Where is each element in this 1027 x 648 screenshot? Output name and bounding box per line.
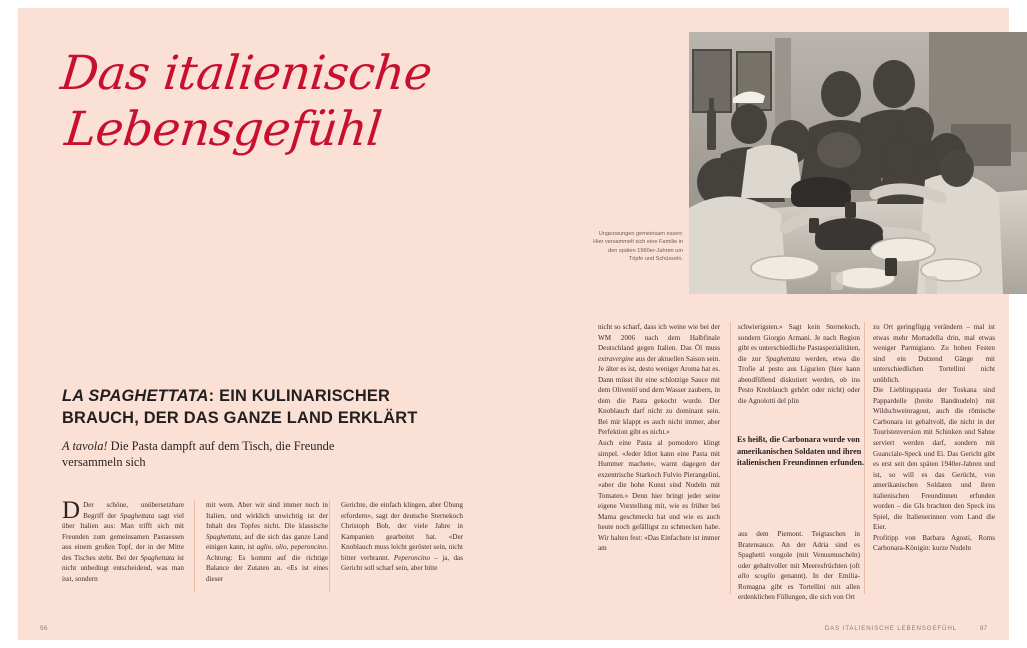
magazine-spread [18, 8, 1009, 640]
column-1-body: Der schöne, unübersetzbare Begriff der Spaghettata sagt viel über Italien aus: Man trifft sich mit Freunden zum gemeinsamen Pastaessen aus einem großen Topf, der in der Mitte des Tisches steht. Bei der Spaghettata ist nicht unbedingt entscheidend, was man isst, sondern [62, 501, 184, 583]
column-rule [194, 500, 195, 592]
photo-caption: Ungezwungen gemeinsam essen: Hier versammelt sich eine Familie in den späten 1960er-Jahren um Töpfe und Schüsseln. [593, 231, 683, 263]
column-3-body: Gerichte, die einfach klingen, aber Übung erfordern», sagt der deutsche Sternekoch Christoph Bob, der viele Jahre in Kampanien gearbeitet hat. «Der Knoblauch muss leicht geröstet sein, nicht bitter verbrannt. Peperoncino – ja, das Gericht soll scharf sein, aber bitte [341, 501, 463, 573]
article-headline [62, 385, 462, 429]
headline-italic: LA SPAGHETTATA [62, 386, 209, 405]
standfirst-text: Die Pasta dampft auf dem Tisch, die Freunde versammeln sich [62, 439, 335, 469]
article-photo [689, 32, 1027, 294]
text-column-5-top [738, 322, 860, 406]
text-column-4 [598, 322, 720, 554]
title-line-1: Das italienische [58, 46, 435, 101]
headline-rest: : EIN KULINARISCHER BRAUCH, DER DAS GANZE LAND ERKLÄRT [62, 386, 418, 427]
standfirst-lead: A tavola! [62, 439, 108, 453]
text-column-5-bottom [738, 529, 860, 603]
column-5-top-body: schwierigsten.» Sagt kein Sternekoch, sondern Giorgio Armani. Je nach Region gibt es unterschiedliche Pastaspezialitäten, die zur Spaghettata werden, etwa die Trofie al pesto aus Ligurien (hier kann abendfüllend diskutiert werden, ob ins Pesto Knoblauch gehört oder nicht) oder die Agnolotti del plin [738, 323, 860, 405]
pull-quote: Es heißt, die Carbonara wurde von amerikanischen Soldaten und ihren italienischen Freundinnen erfunden. [737, 435, 865, 468]
drop-cap: D [62, 497, 81, 524]
column-5-bottom-body: aus dem Piemont. Teigtaschen in Bratensauce. An der Adria sind es Spaghetti vongole (mit Venusmuscheln) oder gehaltvoller mit Meeresfrüchten (oft allo scoglio genannt). In der Emilia-Romagna gibt es Tortellini mit allen erdenklichen Füllungen, die sich von Ort [738, 530, 860, 602]
standfirst [62, 438, 392, 470]
text-column-6 [873, 322, 995, 554]
column-2-body: mit wem. Aber wir sind immer noch in Italien, und wirklich unwichtig ist der Inhalt des Topfes nicht. Die klassische Spaghettata, auf die sich das ganze Land einigen kann, ist aglio, olio, peperoncino. Achtung: Es kommt auf die richtige Balance der Zutaten an. «Es ist eines dieser [206, 501, 328, 583]
photo-illustration [689, 32, 1027, 294]
text-column-3 [341, 500, 463, 574]
column-rule [329, 500, 330, 592]
text-column-2 [206, 500, 328, 584]
page-title [52, 46, 484, 158]
running-head: DAS ITALIENISCHE LEBENSGEFÜHL [824, 625, 957, 632]
page-number-left: 96 [40, 625, 48, 632]
column-rule [864, 322, 865, 594]
page-number-right: 97 [979, 625, 987, 632]
text-column-1 [62, 497, 184, 584]
title-line-2: Lebensgefühl [62, 102, 385, 157]
column-rule [730, 322, 731, 594]
column-4-body: nicht so scharf, dass ich weine wie bei der WM 2006 nach dem Halbfinale Deutschland gegen Italien. Das Öl muss extravergine aus der aktuellen Saison sein. Je älter es ist, desto weniger Aroma hat es. Dann müsst ihr eine schlotzige Sauce mit dem Olivenöl und dem Wasser zaubern, in dem die Pasta gekocht wurde. Der Knoblauch darf nicht zu dominant sein. Bei mir klappt es auch nicht immer, aber Perfektion gibt es nicht.» Auch eine Pasta al pomodoro klingt simpel. «Jeder Idiot kann eine Pasta mit Hummer machen», warnt dagegen der exzentrische Starkoch Fulvio Pierangelini, «aber die hohe Kunst sind Nudeln mit Tomaten.» Denn hier bringt jeder seine eigene Vorstellung mit, wie es früher bei Mama geschmeckt hat und wie es auch heute noch gefälligst zu schmecken habe. Wir halten fest: «Das Einfachste ist immer am [598, 323, 720, 553]
column-6-body: zu Ort geringfügig verändern – mal ist etwas mehr Mortadella drin, mal etwas weniger Parmigiano. Zu hohen Festen sind ein Dutzend Gänge mit unterschiedlichen Tortellini nicht unüblich. Die Lieblingspasta der Toskana sind Pappardelle (breite Bandnudeln) mit Wildschweinragout, auch die römische Carbonara ist gehaltvoll, die nicht in der Touristenversion mit Schinken und Sahne serviert werden darf, sondern mit Guanciale-Speck und Ei. Das Gericht gibt es erst seit den späten 1940er-Jahren und ist, so will es das Gerücht, von amerikanischen Soldaten und ihren italienischen Freundinnen erfunden worden – die GIs brachten den Speck ins Spiel, die Italienerinnen vom Land die Eier. Profitipp von Barbara Agosti, Roms Carbonara-Königin: kurze Nudeln [873, 323, 995, 553]
